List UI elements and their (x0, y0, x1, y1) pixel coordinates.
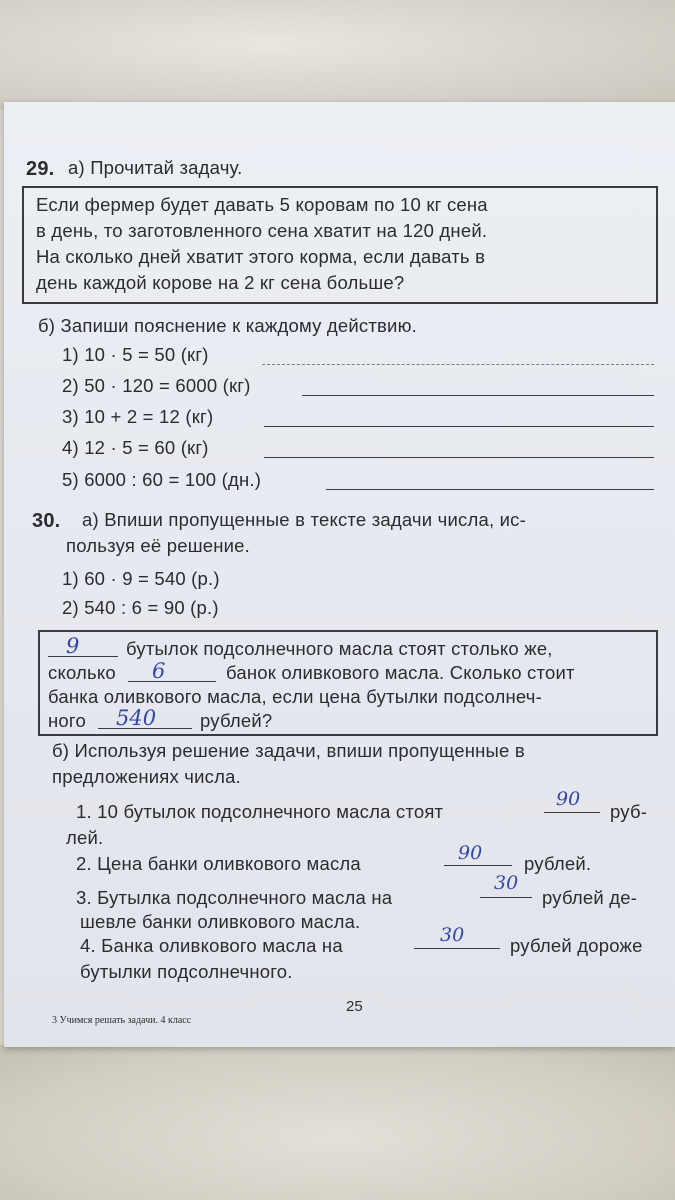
item3-blank[interactable] (480, 897, 532, 898)
task30-item-2-post: рублей. (524, 853, 592, 874)
task30-step-1: 1) 60 · 9 = 540 (р.) (62, 568, 220, 589)
task29-answer-line-5[interactable] (326, 489, 654, 490)
background-top (0, 0, 675, 110)
item4-blank[interactable] (414, 948, 500, 949)
task29-number: 29. (26, 158, 55, 180)
box-blank-1[interactable] (48, 656, 118, 657)
task29-answer-line-4[interactable] (264, 457, 654, 458)
task30-number: 30. (32, 510, 61, 532)
task29-step-3: 3) 10 + 2 = 12 (кг) (62, 406, 214, 427)
task30-item-1-cont: лей. (66, 827, 104, 848)
handwritten-fill-9: 9 (66, 634, 80, 658)
task29-step-2: 2) 50 · 120 = 6000 (кг) (62, 375, 251, 396)
box-blank-2[interactable] (128, 681, 216, 682)
task29-answer-line-2[interactable] (302, 395, 654, 396)
task29-box-line-1: Если фермер будет давать 5 коровам по 10 кг сена (36, 194, 488, 215)
item1-blank[interactable] (544, 812, 600, 813)
task30-a-line-1: а) Впиши пропущенные в тексте задачи числа, ис- (82, 509, 526, 530)
handwritten-fill-540: 540 (116, 706, 157, 730)
task30-problem-box (38, 630, 658, 736)
task30-item-1-post: руб- (610, 801, 648, 822)
task30-b-line-1: б) Используя решение задачи, впиши пропущенные в (52, 740, 525, 761)
task29-problem-box (22, 186, 658, 304)
task29-step-4: 4) 12 · 5 = 60 (кг) (62, 437, 209, 458)
task30-item-1-pre: 1. 10 бутылок подсолнечного масла стоят (76, 801, 444, 822)
task30-item-3-cont: шевле банки оливкового масла. (80, 911, 361, 932)
task30-a-line-2: пользуя её решение. (66, 535, 251, 556)
task29-box-line-3: На сколько дней хватит этого корма, если давать в (36, 246, 486, 267)
task29-box-line-4: день каждой корове на 2 кг сена больше? (36, 272, 405, 293)
task30-item-4-cont: бутылки подсолнечного. (80, 961, 293, 982)
task30-item-4-post: рублей дороже (510, 935, 643, 956)
task30-item-3-pre: 3. Бутылка подсолнечного масла на (76, 887, 393, 908)
task30-box-line-2-post: банок оливкового масла. Сколько стоит (226, 662, 575, 683)
item2-blank[interactable] (444, 865, 512, 866)
task29-a-label: а) Прочитай задачу. (68, 157, 243, 178)
task29-box-line-2: в день, то заготовленного сена хватит на 120 дней. (36, 220, 488, 241)
task30-item-2-pre: 2. Цена банки оливкового масла (76, 853, 361, 874)
handwritten-fill-30a: 30 (494, 872, 519, 894)
workbook-page (4, 102, 675, 1047)
task30-item-4-pre: 4. Банка оливкового масла на (80, 935, 343, 956)
task30-box-line-3: банка оливкового масла, если цена бутылки подсолнеч- (48, 686, 542, 707)
task30-box-line-1: бутылок подсолнечного масла стоят столько же, (126, 638, 553, 659)
task30-box-line-4-pre: ного (48, 710, 86, 731)
background-bottom (0, 1045, 675, 1200)
task29-step-5: 5) 6000 : 60 = 100 (дн.) (62, 469, 262, 490)
handwritten-fill-6: 6 (152, 659, 166, 683)
task30-b-line-2: предложениях числа. (52, 766, 241, 787)
task30-box-line-4-post: рублей? (200, 710, 273, 731)
handwritten-fill-30b: 30 (440, 924, 465, 946)
task30-step-2: 2) 540 : 6 = 90 (р.) (62, 597, 219, 618)
footer-text: 3 Учимся решать задачи. 4 класс (52, 1015, 192, 1026)
box-blank-3[interactable] (98, 728, 192, 729)
task29-b-label: б) Запиши пояснение к каждому действию. (38, 315, 418, 336)
handwritten-fill-90b: 90 (458, 842, 483, 864)
page-number: 25 (346, 998, 363, 1015)
task30-item-3-post: рублей де- (542, 887, 638, 908)
task29-answer-line-3[interactable] (264, 426, 654, 427)
task29-step-1: 1) 10 · 5 = 50 (кг) (62, 344, 209, 365)
handwritten-fill-90a: 90 (556, 788, 581, 810)
task30-box-line-2-pre: сколько (48, 662, 116, 683)
task29-answer-line-1[interactable] (262, 364, 654, 365)
